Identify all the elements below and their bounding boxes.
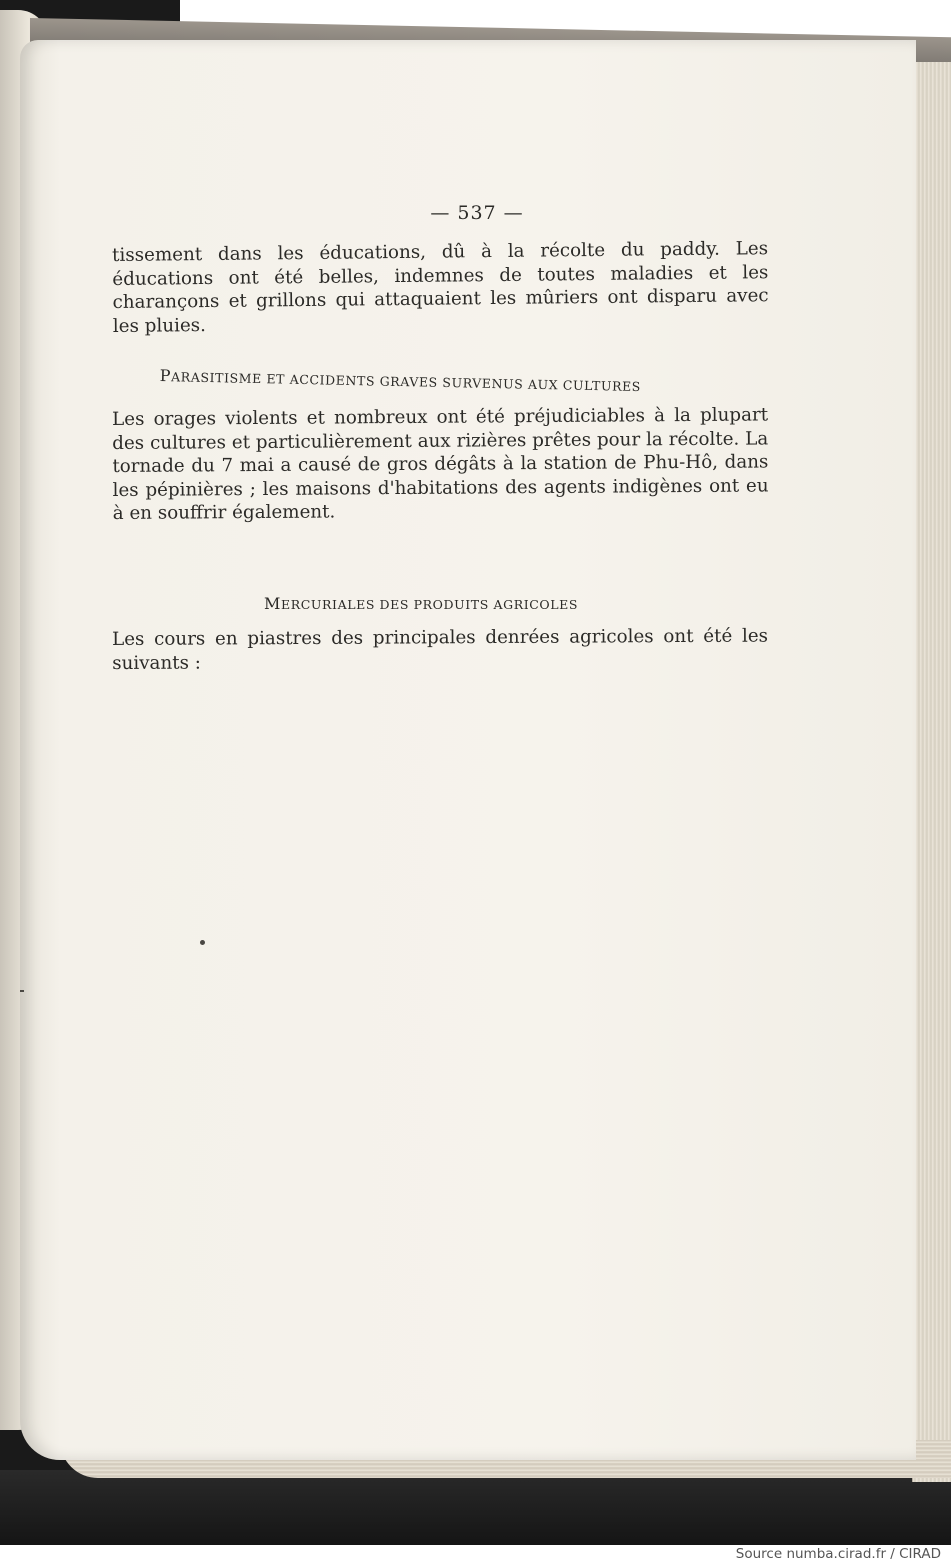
paragraph-continuation: tissement dans les éducations, dû à la récolte du paddy. Les éducations ont été belles, indemnes de toutes maladies et les charançons et grillons qui attaquaient les mûriers ont disparu avec les pluies. xyxy=(112,238,769,337)
page-number: — 537 — xyxy=(430,202,524,224)
ink-speck xyxy=(200,940,205,945)
paragraph-cours: Les cours en piastres des principales denrées agricoles ont été les suivants : xyxy=(112,625,769,674)
heading-text: ARASITISME ET ACCIDENTS GRAVES SURVENUS AUX CULTURES xyxy=(170,369,642,395)
section-heading-mercuriales xyxy=(264,594,664,613)
page-edges-right xyxy=(912,62,951,1482)
scan-background-bottom xyxy=(0,1470,951,1545)
heading-text: ERCURIALES DES PRODUITS AGRICOLES xyxy=(280,597,579,612)
heading-initial: M xyxy=(264,594,281,613)
ink-speck xyxy=(20,990,24,992)
heading-initial: P xyxy=(159,366,172,386)
paragraph-orages: Les orages violents et nombreux ont été préjudiciables à la plupart des cultures et particulièrement aux rizières prêtes pour la récolte. La tornade du 7 mai a causé de gros dégâts à la station de Phu-Hô, dans les pépinières ; les maisons d'habitations des agents indigènes ont eu à en souffrir également. xyxy=(112,404,769,525)
source-credit: Source numba.cirad.fr / CIRAD xyxy=(735,1546,941,1562)
